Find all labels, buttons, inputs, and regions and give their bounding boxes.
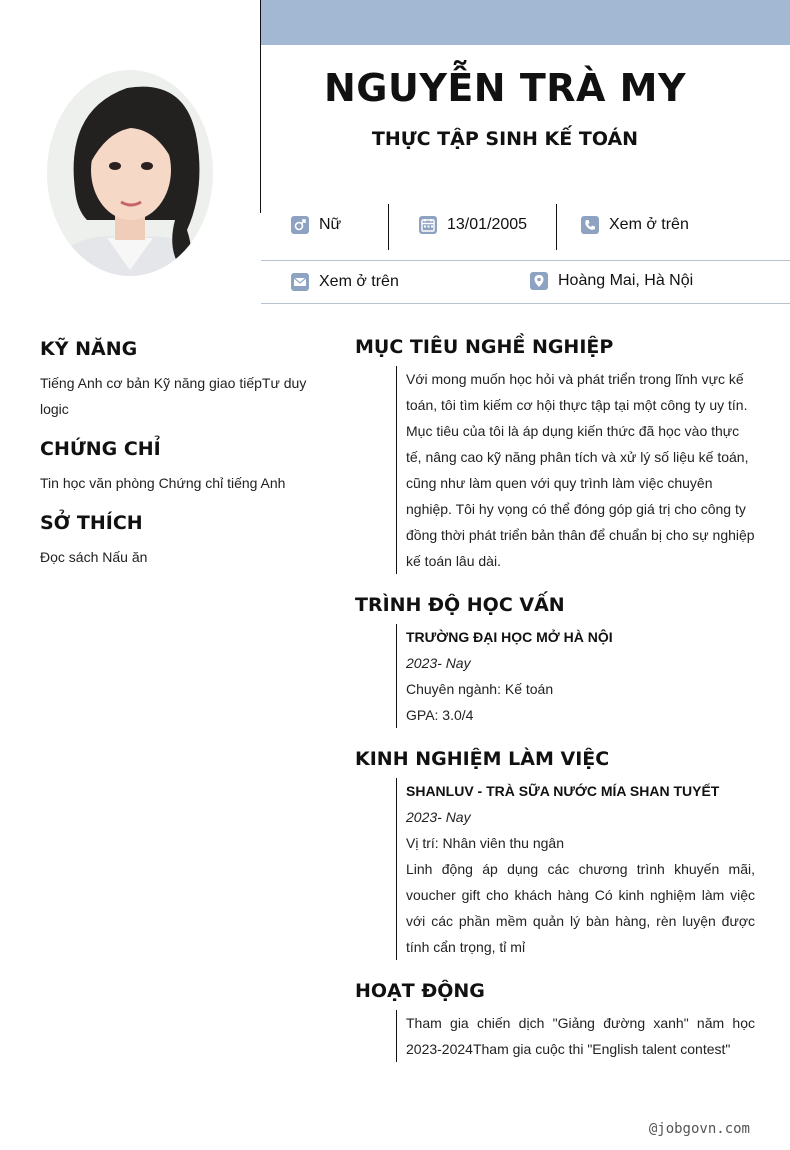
email-item — [291, 273, 399, 291]
experience-section — [355, 748, 755, 960]
hobbies-text: Đọc sách Nấu ăn — [40, 549, 148, 565]
activities-section — [355, 980, 755, 1062]
phone-icon — [581, 216, 599, 234]
activities-text: Tham gia chiến dịch "Giảng đường xanh" năm học 2023-2024Tham gia cuộc thi "English talent contest" — [406, 1015, 755, 1057]
phone-value: Xem ở trên — [609, 216, 689, 233]
objective-heading: MỤC TIÊU NGHỀ NGHIỆP — [355, 336, 614, 358]
activities-body — [396, 1010, 755, 1062]
objective-text: Với mong muốn học hỏi và phát triển trong lĩnh vực kế toán, tôi tìm kiếm cơ hội thực tập tại một công ty uy tín. Mục tiêu của tôi là áp dụng kiến thức đã học vào thực tế, nâng cao kỹ năng phân tích và xử lý số liệu kế toán, cũng như làm quen với quy trình làm việc chuyên nghiệp. Tôi hy vọng có thể đóng góp giá trị cho công ty đồng thời phát triển bản thân để chuẩn bị cho sự nghiệp kế toán lâu dài. — [406, 371, 755, 569]
candidate-job-title: THỰC TẬP SINH KẾ TOÁN — [371, 128, 639, 150]
phone-item — [581, 216, 689, 234]
experience-heading: KINH NGHIỆM LÀM VIỆC — [355, 748, 610, 770]
contact-row-2 — [261, 260, 790, 304]
mail-icon — [291, 273, 309, 291]
birthday-item — [419, 216, 527, 234]
email-value: Xem ở trên — [319, 273, 399, 290]
skills-heading: KỸ NĂNG — [40, 338, 138, 360]
profile-photo — [47, 70, 213, 276]
education-body — [396, 624, 755, 728]
calendar-icon — [419, 216, 437, 234]
gender-item — [291, 216, 341, 234]
right-column — [355, 336, 755, 1082]
address-value: Hoàng Mai, Hà Nội — [558, 272, 694, 289]
candidate-name: NGUYỄN TRÀ MY — [323, 66, 686, 110]
school-name: TRƯỜNG ĐẠI HỌC MỞ HÀ NỘI — [406, 629, 613, 645]
address-item — [530, 272, 693, 290]
hobbies-heading: SỞ THÍCH — [40, 512, 143, 534]
activities-heading: HOẠT ĐỘNG — [355, 980, 485, 1002]
contact-row-1 — [261, 204, 790, 250]
education-heading: TRÌNH ĐỘ HỌC VẤN — [355, 594, 565, 616]
contact-separator — [388, 204, 389, 250]
contact-separator — [556, 204, 557, 250]
experience-description: Linh động áp dụng các chương trình khuyến mãi, voucher gift cho khách hàng Có kinh nghiệm làm việc với các phần mềm quản lý bàn hàng, rèn luyện được tính cẩn trọng, tỉ mỉ — [406, 861, 755, 955]
certificates-section — [40, 438, 310, 496]
education-gpa: GPA: 3.0/4 — [406, 707, 474, 723]
gender-value: Nữ — [319, 216, 342, 233]
certificates-text: Tin học văn phòng Chứng chỉ tiếng Anh — [40, 475, 286, 491]
skills-section — [40, 338, 310, 422]
education-major: Chuyên ngành: Kế toán — [406, 681, 554, 697]
objective-section — [355, 336, 755, 574]
objective-body — [396, 366, 755, 574]
left-column — [40, 338, 310, 586]
watermark: @jobgovn.com — [648, 1121, 750, 1137]
experience-position: Vị trí: Nhân viên thu ngân — [406, 835, 564, 851]
hobbies-section — [40, 512, 310, 570]
location-icon — [530, 272, 548, 290]
birthday-value: 13/01/2005 — [447, 216, 528, 233]
certificates-heading: CHỨNG CHỈ — [40, 438, 161, 460]
education-period: 2023- Nay — [406, 655, 471, 671]
skills-text: Tiếng Anh cơ bản Kỹ năng giao tiếpTư duy logic — [40, 375, 307, 417]
education-section — [355, 594, 755, 728]
experience-period: 2023- Nay — [406, 809, 471, 825]
gender-icon — [291, 216, 309, 234]
header-band — [261, 0, 790, 45]
company-name: SHANLUV - TRÀ SỮA NƯỚC MÍA SHAN TUYẾT — [406, 783, 720, 799]
experience-body — [396, 778, 755, 960]
